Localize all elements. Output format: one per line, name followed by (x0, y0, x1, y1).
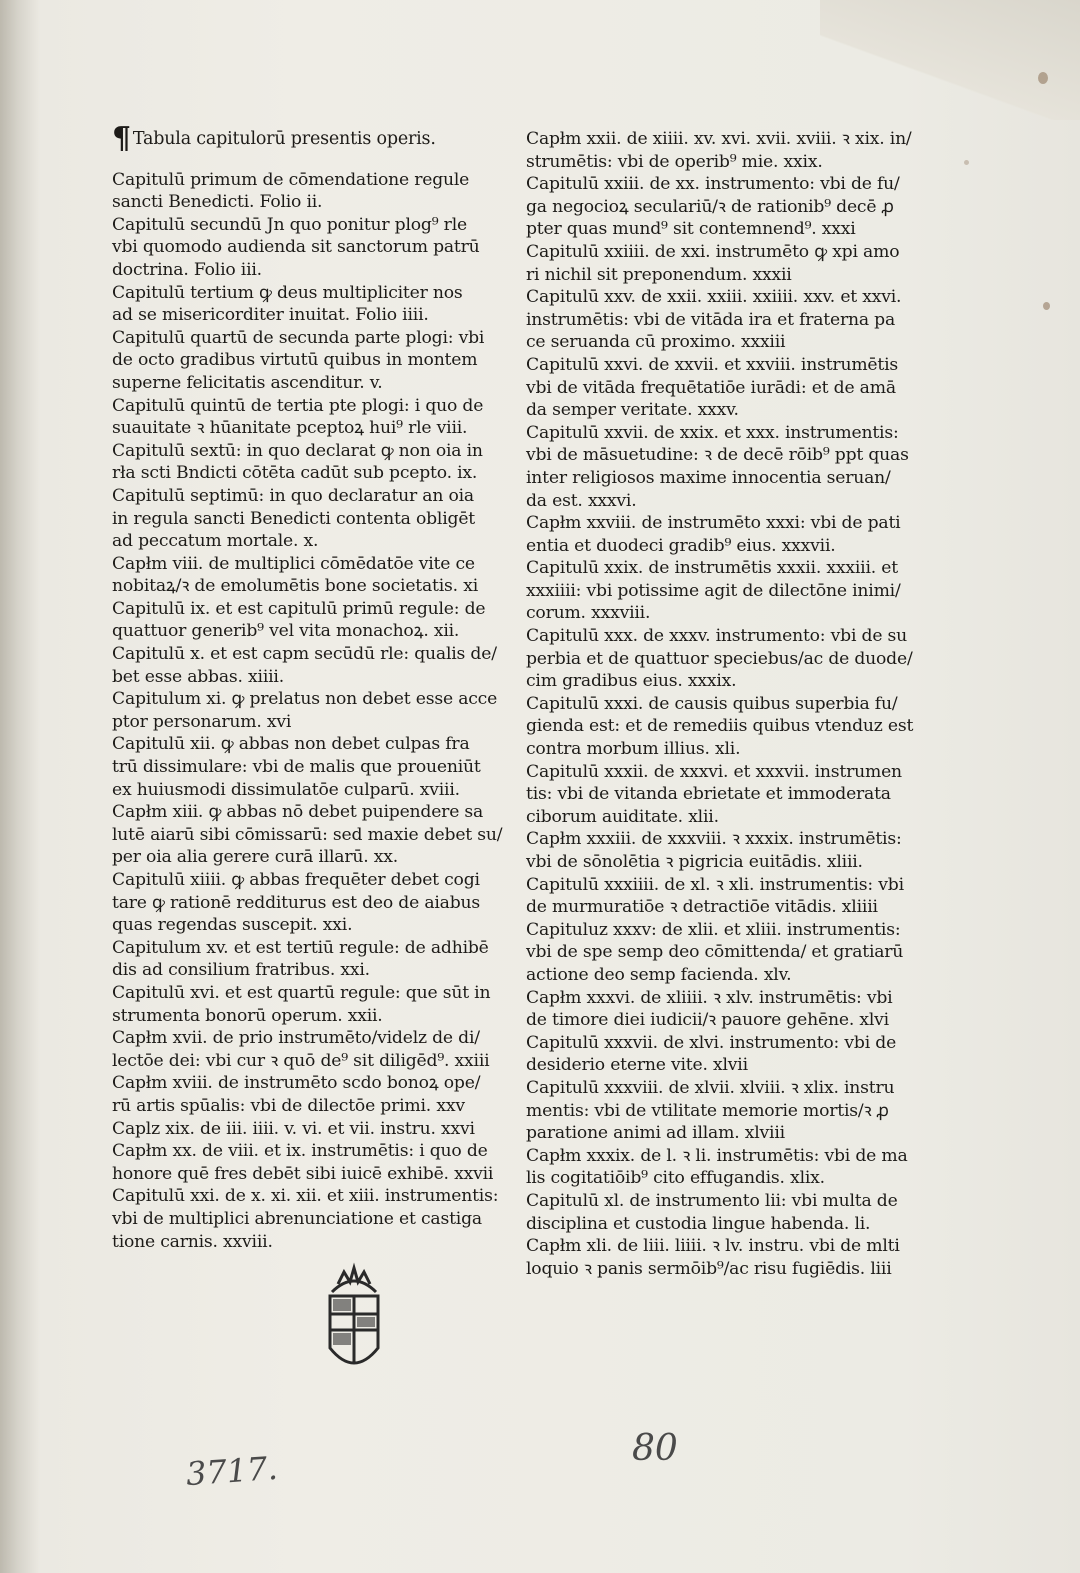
chapter-entry-line: Capitulū xxiii. de xx. instrumento: vbi de fu/ (526, 174, 900, 195)
chapter-entry-line: Capitulū xxvi. de xxvii. et xxviii. instrumētis (526, 354, 899, 375)
chapter-entry-line: superne felicitatis ascenditur. v. (112, 372, 383, 393)
chapter-entry-line: de timore diei iudicii/ꝛ pauore gehēne. xlvi (526, 1010, 889, 1031)
chapter-entry-line: ri nichil sit preponendum. xxxii (526, 264, 792, 285)
chapter-entry-line: Capitulū xxix. de instrumētis xxxii. xxxiii. et (526, 558, 898, 579)
chapter-entry-line: ad se misericorditer inuitat. Folio iiii. (112, 305, 429, 326)
chapter-entry-line: Capitulū xxxii. de xxxvi. et xxxvii. instrumen (526, 761, 902, 782)
handwritten-shelfmark: 3717. (184, 1448, 279, 1494)
chapter-entry-line: Capitulū quartū de secunda parte plogi: vbi (112, 327, 485, 348)
chapter-entry-line: contra morbum illius. xli. (526, 739, 741, 760)
chapter-entry-line: lutē aiarū sibi cōmissarū: sed maxie debet su/ (112, 824, 503, 845)
chapter-entry-line: de murmuratiōe ꝛ detractiōe vitādis. xliiii (526, 897, 878, 918)
chapter-entry-line: Capłm xxii. de xiiii. xv. xvi. xvii. xviii. ꝛ xix. in/ (526, 129, 912, 149)
chapter-entry-line: quattuor generib⁹ vel vita monachoꝝ. xii. (112, 621, 460, 642)
chapter-entry-line: Capitulū xxxiiii. de xl. ꝛ xli. instrumentis: vbi (526, 874, 904, 895)
chapter-entry-line: vbi de sōnolētia ꝛ pigricia euitādis. xliii. (526, 852, 863, 872)
chapter-entry-line: quas regendas suscepit. xxi. (112, 915, 353, 936)
chapter-entry-line: loquio ꝛ panis sermōib⁹/ac risu fugiēdis. liii (526, 1258, 892, 1279)
chapter-entry-line: Capitulum xi. ꝙ prelatus non debet esse acce (112, 689, 498, 710)
chapter-entry-line: Capitulū xvi. et est quartū regule: que sūt in (112, 982, 491, 1003)
chapter-entry-line: vbi de multiplici abrenunciatione et castiga (112, 1208, 482, 1229)
chapter-entry-line: da semper veritate. xxxv. (526, 400, 739, 421)
chapter-entry-line: bet esse abbas. xiiii. (112, 666, 284, 687)
chapter-entry-line: gienda est: et de remediis quibus vtenduz est (526, 716, 914, 737)
folded-corner (820, 0, 1080, 120)
chapter-entry-line: entia et duodeci gradib⁹ eius. xxxvii. (526, 535, 836, 556)
chapter-entry-line: ga negocioꝝ seculariū/ꝛ de rationib⁹ decē ꝓ (526, 196, 894, 217)
chapter-entry-line: Capitulū ix. et est capitulū primū regule: de (112, 598, 486, 619)
chapter-entry-line: Capłm xviii. de instrumēto scdo bonoꝝ ope/ (112, 1073, 481, 1094)
library-stamp-coat-of-arms (324, 1262, 384, 1382)
pilcrow-mark: ¶ (112, 121, 131, 156)
foxing-spot (1043, 302, 1050, 310)
chapter-entry-line: Caplz xix. de iii. iiii. v. vi. et vii. instru. xxvi (112, 1118, 475, 1139)
chapter-entry-line: Capitulū xxv. de xxii. xxiii. xxiiii. xxv. et xxvi. (526, 287, 902, 308)
chapter-entry-line: lis cogitatiōib⁹ cito effugandis. xlix. (526, 1168, 825, 1189)
chapter-entry-line: Capitulū septimū: in quo declaratur an oia (112, 485, 474, 506)
chapter-entry-line: tare ꝙ rationē redditurus est deo de aiabus (112, 892, 480, 913)
chapter-entry-line: Capitulū xiiii. ꝙ abbas frequēter debet cogi (112, 870, 480, 890)
chapter-entry-line: Capłm xxxiii. de xxxviii. ꝛ xxxix. instrumētis: (526, 829, 902, 850)
chapter-entry-line: Capitulū quintū de tertia pte plogi: i quo de (112, 395, 484, 416)
chapter-entry-line: honore quē fres debēt sibi iuicē exhibē. xxvii (112, 1163, 494, 1184)
foxing-spot (1038, 72, 1048, 84)
chapter-entry-line: ciborum auiditate. xlii. (526, 806, 719, 827)
chapter-entry-line: Capitulū sextū: in quo declarat ꝙ non oia in (112, 440, 483, 461)
chapter-entry-line: Capłm xvii. de prio instrumēto/videlz de di/ (112, 1028, 480, 1049)
chapter-entry-line: sancti Benedicti. Folio ii. (112, 192, 323, 213)
chapter-entry-line: dis ad consilium fratribus. xxi. (112, 960, 370, 981)
left-column (112, 121, 512, 1253)
chapter-entry-line: strumenta bonorū operum. xxii. (112, 1005, 383, 1026)
chapter-entry-line: Capitulū tertium ꝙ deus multipliciter nos (112, 282, 463, 303)
chapter-entry-line: Capłm xx. de viii. et ix. instrumētis: i quo de (112, 1141, 488, 1162)
chapter-entry-line: ad peccatum mortale. x. (112, 531, 319, 552)
chapter-entry-line: rła scti Bndicti cōtēta cadūt sub pcepto. ix. (112, 463, 478, 484)
chapter-entry-line: disciplina et custodia lingue habenda. li. (526, 1213, 871, 1234)
chapter-entry-line: Capitulū xxi. de x. xi. xii. et xiii. instrumentis: (112, 1186, 499, 1207)
chapter-entry-line: ptor personarum. xvi (112, 711, 292, 732)
chapter-entry-line: paratione animi ad illam. xlviii (526, 1123, 785, 1144)
chapter-entry-line: vbi de spe semp deo cōmittenda/ et gratiarū (526, 942, 904, 963)
chapter-entry-line: tis: vbi de vitanda ebrietate et immoderata (526, 784, 891, 805)
chapter-entry-line: Capłm xxviii. de instrumēto xxxi: vbi de pati (526, 513, 901, 534)
chapter-entry-line: vbi de māsuetudine: ꝛ de decē rōib⁹ ppt quas (526, 445, 909, 466)
chapter-entry-line: mentis: vbi de vtilitate memorie mortis/ꝛ ꝓ (526, 1100, 889, 1121)
right-chapter-list (526, 128, 938, 1280)
chapter-entry-line: tione carnis. xxviii. (112, 1231, 273, 1252)
chapter-entry-line: de octo gradibus virtutū quibus in montem (112, 350, 478, 371)
left-chapter-list (112, 169, 512, 1254)
chapter-entry-line: Capitulū xxxi. de causis quibus superbia fu/ (526, 693, 898, 714)
chapter-entry-line: Capitulū xxxvii. de xlvi. instrumento: vbi de (526, 1032, 897, 1053)
chapter-entry-line: ex huiusmodi dissimulatōe culparū. xviii. (112, 779, 460, 800)
chapter-entry-line: Capłm xli. de liii. liiii. ꝛ lv. instru. vbi de mlti (526, 1236, 900, 1257)
right-column (526, 128, 938, 1280)
chapter-entry-line: Capitulū xxx. de xxxv. instrumento: vbi de su (526, 626, 908, 647)
chapter-entry-line: xxxiiii: vbi potissime agit de dilectōne inimi/ (526, 580, 901, 601)
chapter-entry-line: Capitulū xxiiii. de xxi. instrumēto ꝙ xpi amo (526, 241, 900, 262)
chapter-entry-line: Capłm xiii. ꝙ abbas nō debet puipendere sa (112, 802, 484, 823)
chapter-entry-line: Capitulū primum de cōmendatione regule (112, 169, 470, 190)
chapter-entry-line: Capituluz xxxv: de xlii. et xliii. instrumentis: (526, 919, 901, 940)
chapter-entry-line: in regula sancti Benedicti contenta obligēt (112, 508, 475, 529)
chapter-entry-line: doctrina. Folio iii. (112, 259, 262, 280)
chapter-entry-line: perbia et de quattuor speciebus/ac de duode/ (526, 648, 913, 669)
chapter-entry-line: Capłm xxxvi. de xliiii. ꝛ xlv. instrumētis: vbi (526, 987, 893, 1008)
chapter-entry-line: Capitulū xxxviii. de xlvii. xlviii. ꝛ xlix. instru (526, 1077, 895, 1098)
chapter-entry-line: Capłm viii. de multiplici cōmēdatōe vite ce (112, 553, 475, 574)
chapter-entry-line: Capitulum xv. et est tertiū regule: de adhibē (112, 937, 489, 958)
chapter-entry-line: cim gradibus eius. xxxix. (526, 671, 737, 692)
chapter-entry-line: strumētis: vbi de operib⁹ mie. xxix. (526, 151, 823, 172)
chapter-entry-line: inter religiosos maxime innocentia seruan/ (526, 467, 891, 488)
chapter-entry-line: Capłm xxxix. de l. ꝛ li. instrumētis: vbi de ma (526, 1145, 908, 1166)
foxing-spot (964, 160, 969, 165)
chapter-entry-line: per oia alia gerere curā illarū. xx. (112, 847, 398, 868)
chapter-entry-line: trū dissimulare: vbi de malis que proueniūt (112, 757, 481, 778)
chapter-entry-line: Capitulū x. et est capm secūdū rle: qualis de/ (112, 644, 497, 665)
chapter-entry-line: instrumētis: vbi de vitāda ira et fraterna pa (526, 309, 896, 330)
chapter-entry-line: desiderio eterne vite. xlvii (526, 1055, 748, 1076)
chapter-entry-line: lectōe dei: vbi cur ꝛ quō de⁹ sit diligēd⁹. xxiii (112, 1050, 490, 1071)
chapter-entry-line: Capitulū secundū Jn quo ponitur plog⁹ rle (112, 214, 467, 235)
heading-text: Tabula capitulorū presentis operis. (132, 129, 436, 149)
chapter-entry-line: nobitaꝝ/ꝛ de emolumētis bone societatis. xi (112, 576, 478, 597)
chapter-entry-line: rū artis spūalis: vbi de dilectōe primi. xxv (112, 1095, 465, 1116)
chapter-entry-line: ce seruanda cū proximo. xxxiii (526, 332, 786, 353)
chapter-entry-line: actione deo semp facienda. xlv. (526, 964, 792, 985)
chapter-entry-line: Capitulū xl. de instrumento lii: vbi multa de (526, 1190, 898, 1211)
chapter-entry-line: vbi de vitāda frequētatiōe iurādi: et de amā (526, 377, 896, 398)
table-heading (112, 121, 512, 156)
chapter-entry-line: vbi quomodo audienda sit sanctorum patrū (112, 237, 480, 258)
chapter-entry-line: Capitulū xii. ꝙ abbas non debet culpas fra (112, 734, 470, 755)
handwritten-folio-number: 80 (632, 1428, 678, 1469)
chapter-entry-line: corum. xxxviii. (526, 603, 651, 624)
chapter-entry-line: pter quas mund⁹ sit contemnend⁹. xxxi (526, 219, 856, 240)
chapter-entry-line: suauitate ꝛ hūanitate pceptoꝝ hui⁹ rle viii. (112, 418, 468, 439)
chapter-entry-line: da est. xxxvi. (526, 490, 637, 511)
chapter-entry-line: Capitulū xxvii. de xxix. et xxx. instrumentis: (526, 422, 899, 443)
